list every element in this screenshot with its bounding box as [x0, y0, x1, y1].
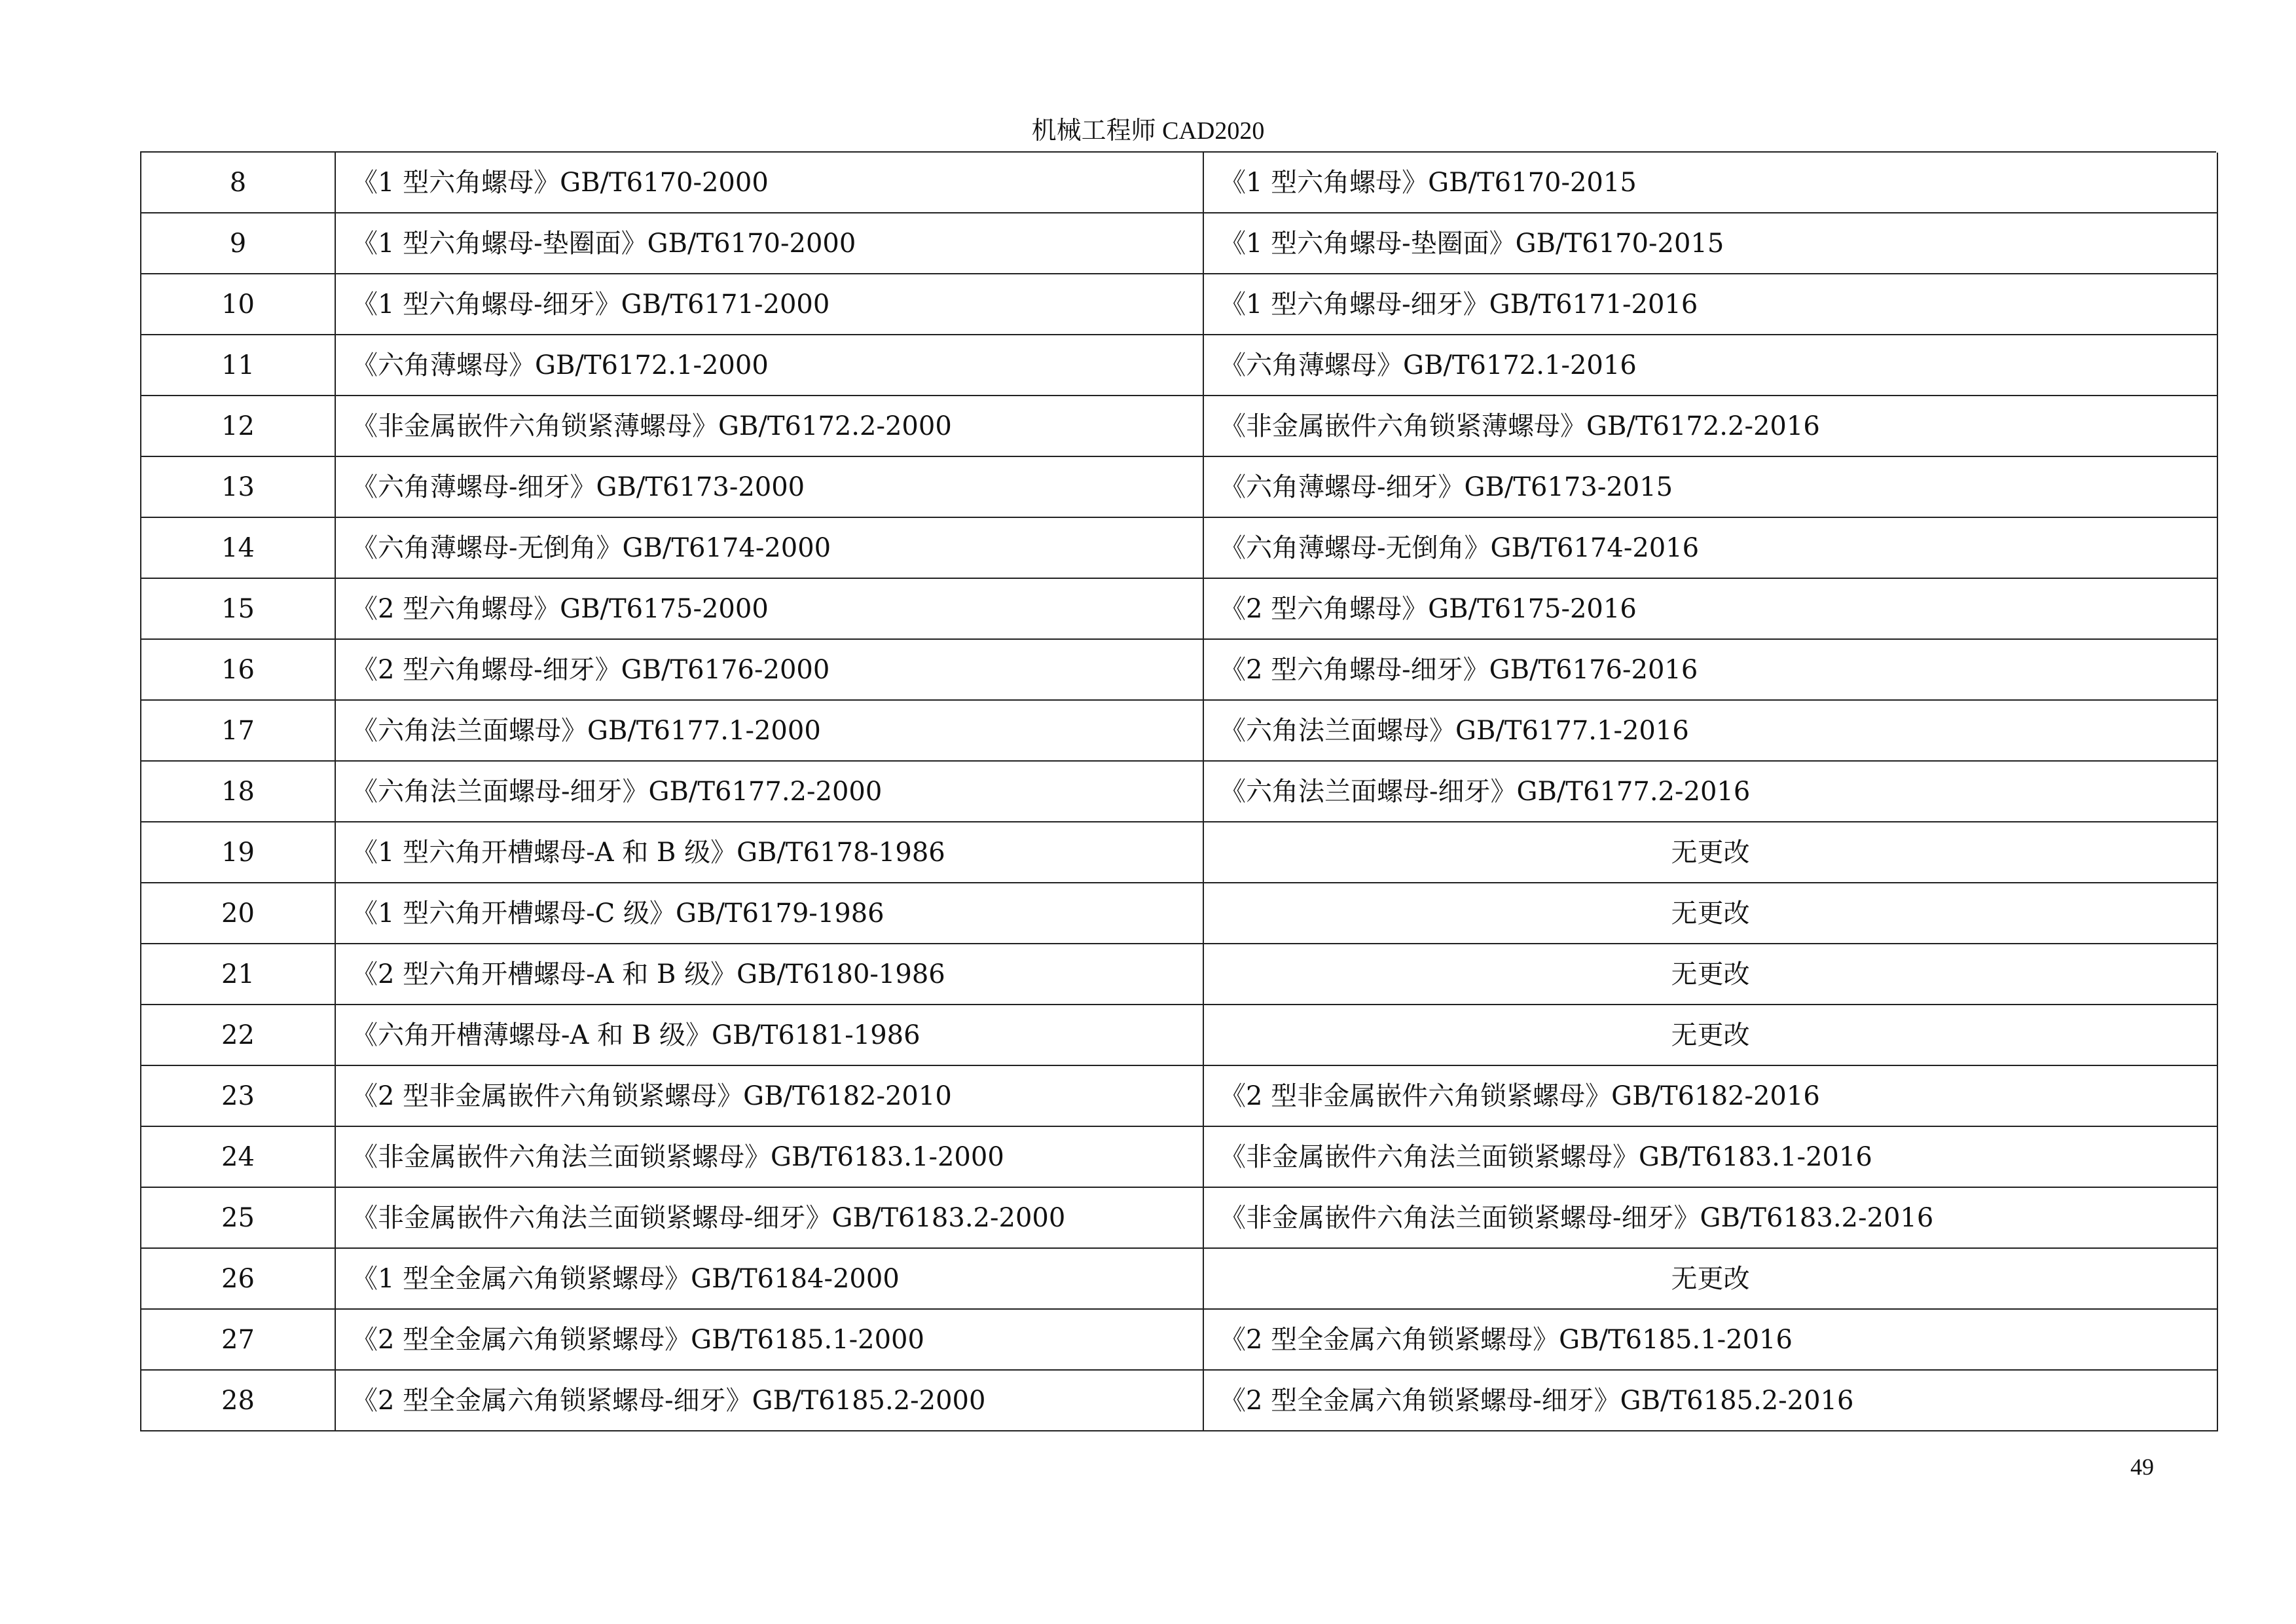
old-standard-cell: 《非金属嵌件六角法兰面锁紧螺母-细牙》GB/T6183.2-2000 — [335, 1187, 1203, 1248]
table-row — [141, 1005, 2217, 1065]
table-row — [141, 1126, 2217, 1187]
row-number: 11 — [141, 335, 335, 396]
table-row — [141, 883, 2217, 944]
old-standard-cell: 《2 型六角螺母-细牙》GB/T6176-2000 — [335, 639, 1203, 700]
old-standard-cell: 《1 型六角螺母-垫圈面》GB/T6170-2000 — [335, 213, 1203, 274]
page-header-title: 机械工程师 CAD2020 — [1031, 117, 1265, 145]
new-standard-cell: 《2 型非金属嵌件六角锁紧螺母》GB/T6182-2016 — [1203, 1065, 2217, 1126]
old-standard-cell: 《六角薄螺母-无倒角》GB/T6174-2000 — [335, 517, 1203, 578]
old-standard-cell: 《1 型全金属六角锁紧螺母》GB/T6184-2000 — [335, 1248, 1203, 1309]
new-standard-cell: 无更改 — [1203, 1005, 2217, 1065]
table-row — [141, 1065, 2217, 1126]
old-standard-cell: 《六角薄螺母-细牙》GB/T6173-2000 — [335, 456, 1203, 517]
old-standard-cell: 《六角薄螺母》GB/T6172.1-2000 — [335, 335, 1203, 396]
row-number: 10 — [141, 274, 335, 335]
new-standard-cell: 无更改 — [1203, 944, 2217, 1005]
old-standard-cell: 《2 型非金属嵌件六角锁紧螺母》GB/T6182-2010 — [335, 1065, 1203, 1126]
new-standard-cell: 《非金属嵌件六角法兰面锁紧螺母》GB/T6183.1-2016 — [1203, 1126, 2217, 1187]
table-row — [141, 335, 2217, 396]
new-standard-cell: 《六角薄螺母-细牙》GB/T6173-2015 — [1203, 456, 2217, 517]
old-standard-cell: 《2 型全金属六角锁紧螺母》GB/T6185.1-2000 — [335, 1309, 1203, 1370]
row-number: 19 — [141, 822, 335, 883]
row-number: 16 — [141, 639, 335, 700]
table-row — [141, 213, 2217, 274]
table-row — [141, 274, 2217, 335]
old-standard-cell: 《非金属嵌件六角法兰面锁紧螺母》GB/T6183.1-2000 — [335, 1126, 1203, 1187]
table-row — [141, 1187, 2217, 1248]
row-number: 20 — [141, 883, 335, 944]
new-standard-cell: 《非金属嵌件六角锁紧薄螺母》GB/T6172.2-2016 — [1203, 396, 2217, 456]
table-row — [141, 517, 2217, 578]
new-standard-cell: 《1 型六角螺母-垫圈面》GB/T6170-2015 — [1203, 213, 2217, 274]
table-row — [141, 1248, 2217, 1309]
row-number: 28 — [141, 1370, 335, 1431]
row-number: 8 — [141, 153, 335, 213]
row-number: 23 — [141, 1065, 335, 1126]
new-standard-cell: 《2 型六角螺母-细牙》GB/T6176-2016 — [1203, 639, 2217, 700]
new-standard-cell: 《2 型六角螺母》GB/T6175-2016 — [1203, 578, 2217, 639]
new-standard-cell: 无更改 — [1203, 1248, 2217, 1309]
standards-table — [140, 153, 2218, 1431]
row-number: 22 — [141, 1005, 335, 1065]
row-number: 27 — [141, 1309, 335, 1370]
old-standard-cell: 《2 型全金属六角锁紧螺母-细牙》GB/T6185.2-2000 — [335, 1370, 1203, 1431]
old-standard-cell: 《1 型六角螺母》GB/T6170-2000 — [335, 153, 1203, 213]
table-row — [141, 700, 2217, 761]
row-number: 25 — [141, 1187, 335, 1248]
new-standard-cell: 《六角法兰面螺母-细牙》GB/T6177.2-2016 — [1203, 761, 2217, 822]
old-standard-cell: 《六角法兰面螺母-细牙》GB/T6177.2-2000 — [335, 761, 1203, 822]
row-number: 14 — [141, 517, 335, 578]
old-standard-cell: 《1 型六角螺母-细牙》GB/T6171-2000 — [335, 274, 1203, 335]
table-row — [141, 1309, 2217, 1370]
new-standard-cell: 《六角法兰面螺母》GB/T6177.1-2016 — [1203, 700, 2217, 761]
new-standard-cell: 《1 型六角螺母》GB/T6170-2015 — [1203, 153, 2217, 213]
old-standard-cell: 《六角开槽薄螺母-A 和 B 级》GB/T6181-1986 — [335, 1005, 1203, 1065]
table-row — [141, 153, 2217, 213]
old-standard-cell: 《六角法兰面螺母》GB/T6177.1-2000 — [335, 700, 1203, 761]
row-number: 12 — [141, 396, 335, 456]
row-number: 21 — [141, 944, 335, 1005]
table-row — [141, 639, 2217, 700]
old-standard-cell: 《非金属嵌件六角锁紧薄螺母》GB/T6172.2-2000 — [335, 396, 1203, 456]
new-standard-cell: 《非金属嵌件六角法兰面锁紧螺母-细牙》GB/T6183.2-2016 — [1203, 1187, 2217, 1248]
new-standard-cell: 《六角薄螺母》GB/T6172.1-2016 — [1203, 335, 2217, 396]
row-number: 13 — [141, 456, 335, 517]
new-standard-cell: 《2 型全金属六角锁紧螺母》GB/T6185.1-2016 — [1203, 1309, 2217, 1370]
old-standard-cell: 《1 型六角开槽螺母-A 和 B 级》GB/T6178-1986 — [335, 822, 1203, 883]
table-row — [141, 396, 2217, 456]
table-row — [141, 944, 2217, 1005]
row-number: 18 — [141, 761, 335, 822]
new-standard-cell: 《六角薄螺母-无倒角》GB/T6174-2016 — [1203, 517, 2217, 578]
page-number: 49 — [2130, 1454, 2154, 1480]
new-standard-cell: 无更改 — [1203, 822, 2217, 883]
table-row — [141, 761, 2217, 822]
row-number: 26 — [141, 1248, 335, 1309]
row-number: 15 — [141, 578, 335, 639]
table-row — [141, 1370, 2217, 1431]
row-number: 24 — [141, 1126, 335, 1187]
table-row — [141, 456, 2217, 517]
old-standard-cell: 《1 型六角开槽螺母-C 级》GB/T6179-1986 — [335, 883, 1203, 944]
new-standard-cell: 《2 型全金属六角锁紧螺母-细牙》GB/T6185.2-2016 — [1203, 1370, 2217, 1431]
new-standard-cell: 《1 型六角螺母-细牙》GB/T6171-2016 — [1203, 274, 2217, 335]
new-standard-cell: 无更改 — [1203, 883, 2217, 944]
table-row — [141, 822, 2217, 883]
row-number: 17 — [141, 700, 335, 761]
row-number: 9 — [141, 213, 335, 274]
table-row — [141, 578, 2217, 639]
old-standard-cell: 《2 型六角螺母》GB/T6175-2000 — [335, 578, 1203, 639]
old-standard-cell: 《2 型六角开槽螺母-A 和 B 级》GB/T6180-1986 — [335, 944, 1203, 1005]
